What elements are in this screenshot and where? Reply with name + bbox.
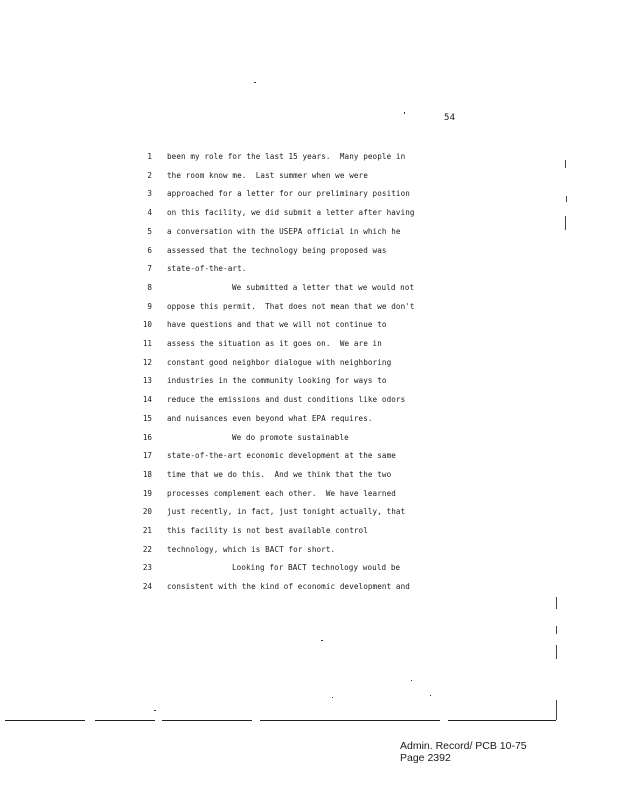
line-text: a conversation with the USEPA official in which he [167, 226, 401, 236]
transcript-line [0, 262, 618, 276]
scan-speck [404, 112, 405, 114]
line-number: 10 [142, 320, 152, 330]
transcript-line [0, 281, 618, 295]
line-number: 3 [147, 189, 152, 199]
transcript-line [0, 505, 618, 519]
scan-speck [254, 82, 256, 83]
margin-mark [566, 196, 567, 202]
bottom-rule [260, 720, 440, 721]
bottom-rule [5, 720, 85, 721]
margin-mark [565, 216, 566, 230]
transcript-line [0, 225, 618, 239]
line-number: 11 [142, 339, 152, 348]
line-number: 8 [147, 282, 152, 292]
margin-mark [556, 626, 557, 634]
margin-mark [556, 700, 557, 720]
line-text: been my role for the last 15 years. Many people in [167, 152, 406, 161]
line-number: 17 [142, 451, 152, 461]
transcript-line [0, 468, 618, 482]
line-text: the room know me. Last summer when we were [167, 170, 368, 180]
transcript-line [0, 580, 618, 594]
line-number: 9 [147, 301, 152, 311]
admin-record-footer [400, 740, 527, 764]
line-number: 20 [142, 507, 152, 517]
line-text: have questions and that we will not continue to [167, 320, 387, 330]
transcript-line [0, 393, 618, 407]
transcript-line [0, 244, 618, 258]
margin-mark [565, 160, 566, 168]
line-number: 6 [147, 245, 152, 255]
line-text: assess the situation as it goes on. We are in [167, 339, 382, 348]
line-text: constant good neighbor dialogue with neighboring [167, 357, 392, 367]
line-text: just recently, in fact, just tonight actually, that [167, 507, 406, 517]
line-text: industries in the community looking for ways to [167, 376, 387, 386]
bottom-rule [448, 720, 556, 721]
line-number: 15 [142, 413, 152, 423]
line-text: state-of-the-art. [167, 264, 247, 274]
transcript-line [0, 487, 618, 501]
transcript-line [0, 300, 618, 314]
margin-mark [556, 597, 557, 609]
footer-record: Admin. Record/ PCB 10-75 [400, 740, 527, 752]
line-text: We submitted a letter that we would not [232, 282, 415, 292]
line-text: We do promote sustainable [232, 432, 349, 442]
line-text: Looking for BACT technology would be [232, 563, 401, 573]
transcript-line [0, 524, 618, 538]
line-text: on this facility, we did submit a letter after having [167, 208, 415, 218]
scan-speck [154, 710, 156, 711]
scan-speck [411, 680, 412, 681]
transcript-line [0, 356, 618, 370]
transcript-line [0, 374, 618, 388]
margin-mark [556, 645, 557, 659]
transcript-line [0, 187, 618, 201]
line-text: oppose this permit. That does not mean that we don't [167, 301, 415, 311]
line-text: assessed that the technology being proposed was [167, 245, 387, 255]
line-number: 12 [142, 357, 152, 367]
line-text: consistent with the kind of economic development and [167, 582, 410, 592]
line-text: reduce the emissions and dust conditions like odors [167, 395, 406, 405]
footer-page: Page 2392 [400, 752, 451, 764]
line-text: state-of-the-art economic development at the same [167, 451, 396, 461]
line-text: and nuisances even beyond what EPA requires. [167, 413, 373, 423]
scan-speck [332, 697, 333, 698]
transcript-line [0, 337, 618, 351]
line-number: 19 [142, 488, 152, 498]
line-text: approached for a letter for our preliminary position [167, 189, 410, 199]
transcript-line [0, 431, 618, 445]
transcript-line [0, 318, 618, 332]
page-number: 54 [444, 113, 456, 123]
line-number: 24 [142, 582, 152, 592]
line-number: 18 [142, 469, 152, 479]
line-number: 14 [142, 395, 152, 405]
line-number: 21 [142, 526, 152, 535]
line-number: 22 [142, 544, 152, 554]
line-number: 1 [147, 152, 152, 161]
scan-speck [321, 640, 323, 641]
line-number: 5 [147, 226, 152, 236]
line-number: 13 [142, 376, 152, 386]
line-text: time that we do this. And we think that the two [167, 469, 392, 479]
transcript-line [0, 150, 618, 164]
line-number: 16 [142, 432, 152, 442]
line-number: 2 [147, 170, 152, 180]
line-text: processes complement each other. We have learned [167, 488, 396, 498]
line-text: this facility is not best available control [167, 526, 368, 535]
line-number: 23 [142, 563, 152, 573]
scan-speck [430, 695, 431, 696]
transcript-line [0, 412, 618, 426]
transcript-line [0, 206, 618, 220]
transcript-line [0, 449, 618, 463]
line-number: 4 [147, 208, 152, 218]
line-text: technology, which is BACT for short. [167, 544, 336, 554]
transcript-line [0, 169, 618, 183]
bottom-rule [95, 720, 155, 721]
transcript-line [0, 543, 618, 557]
line-number: 7 [147, 264, 152, 274]
transcript-line [0, 561, 618, 575]
bottom-rule [162, 720, 252, 721]
